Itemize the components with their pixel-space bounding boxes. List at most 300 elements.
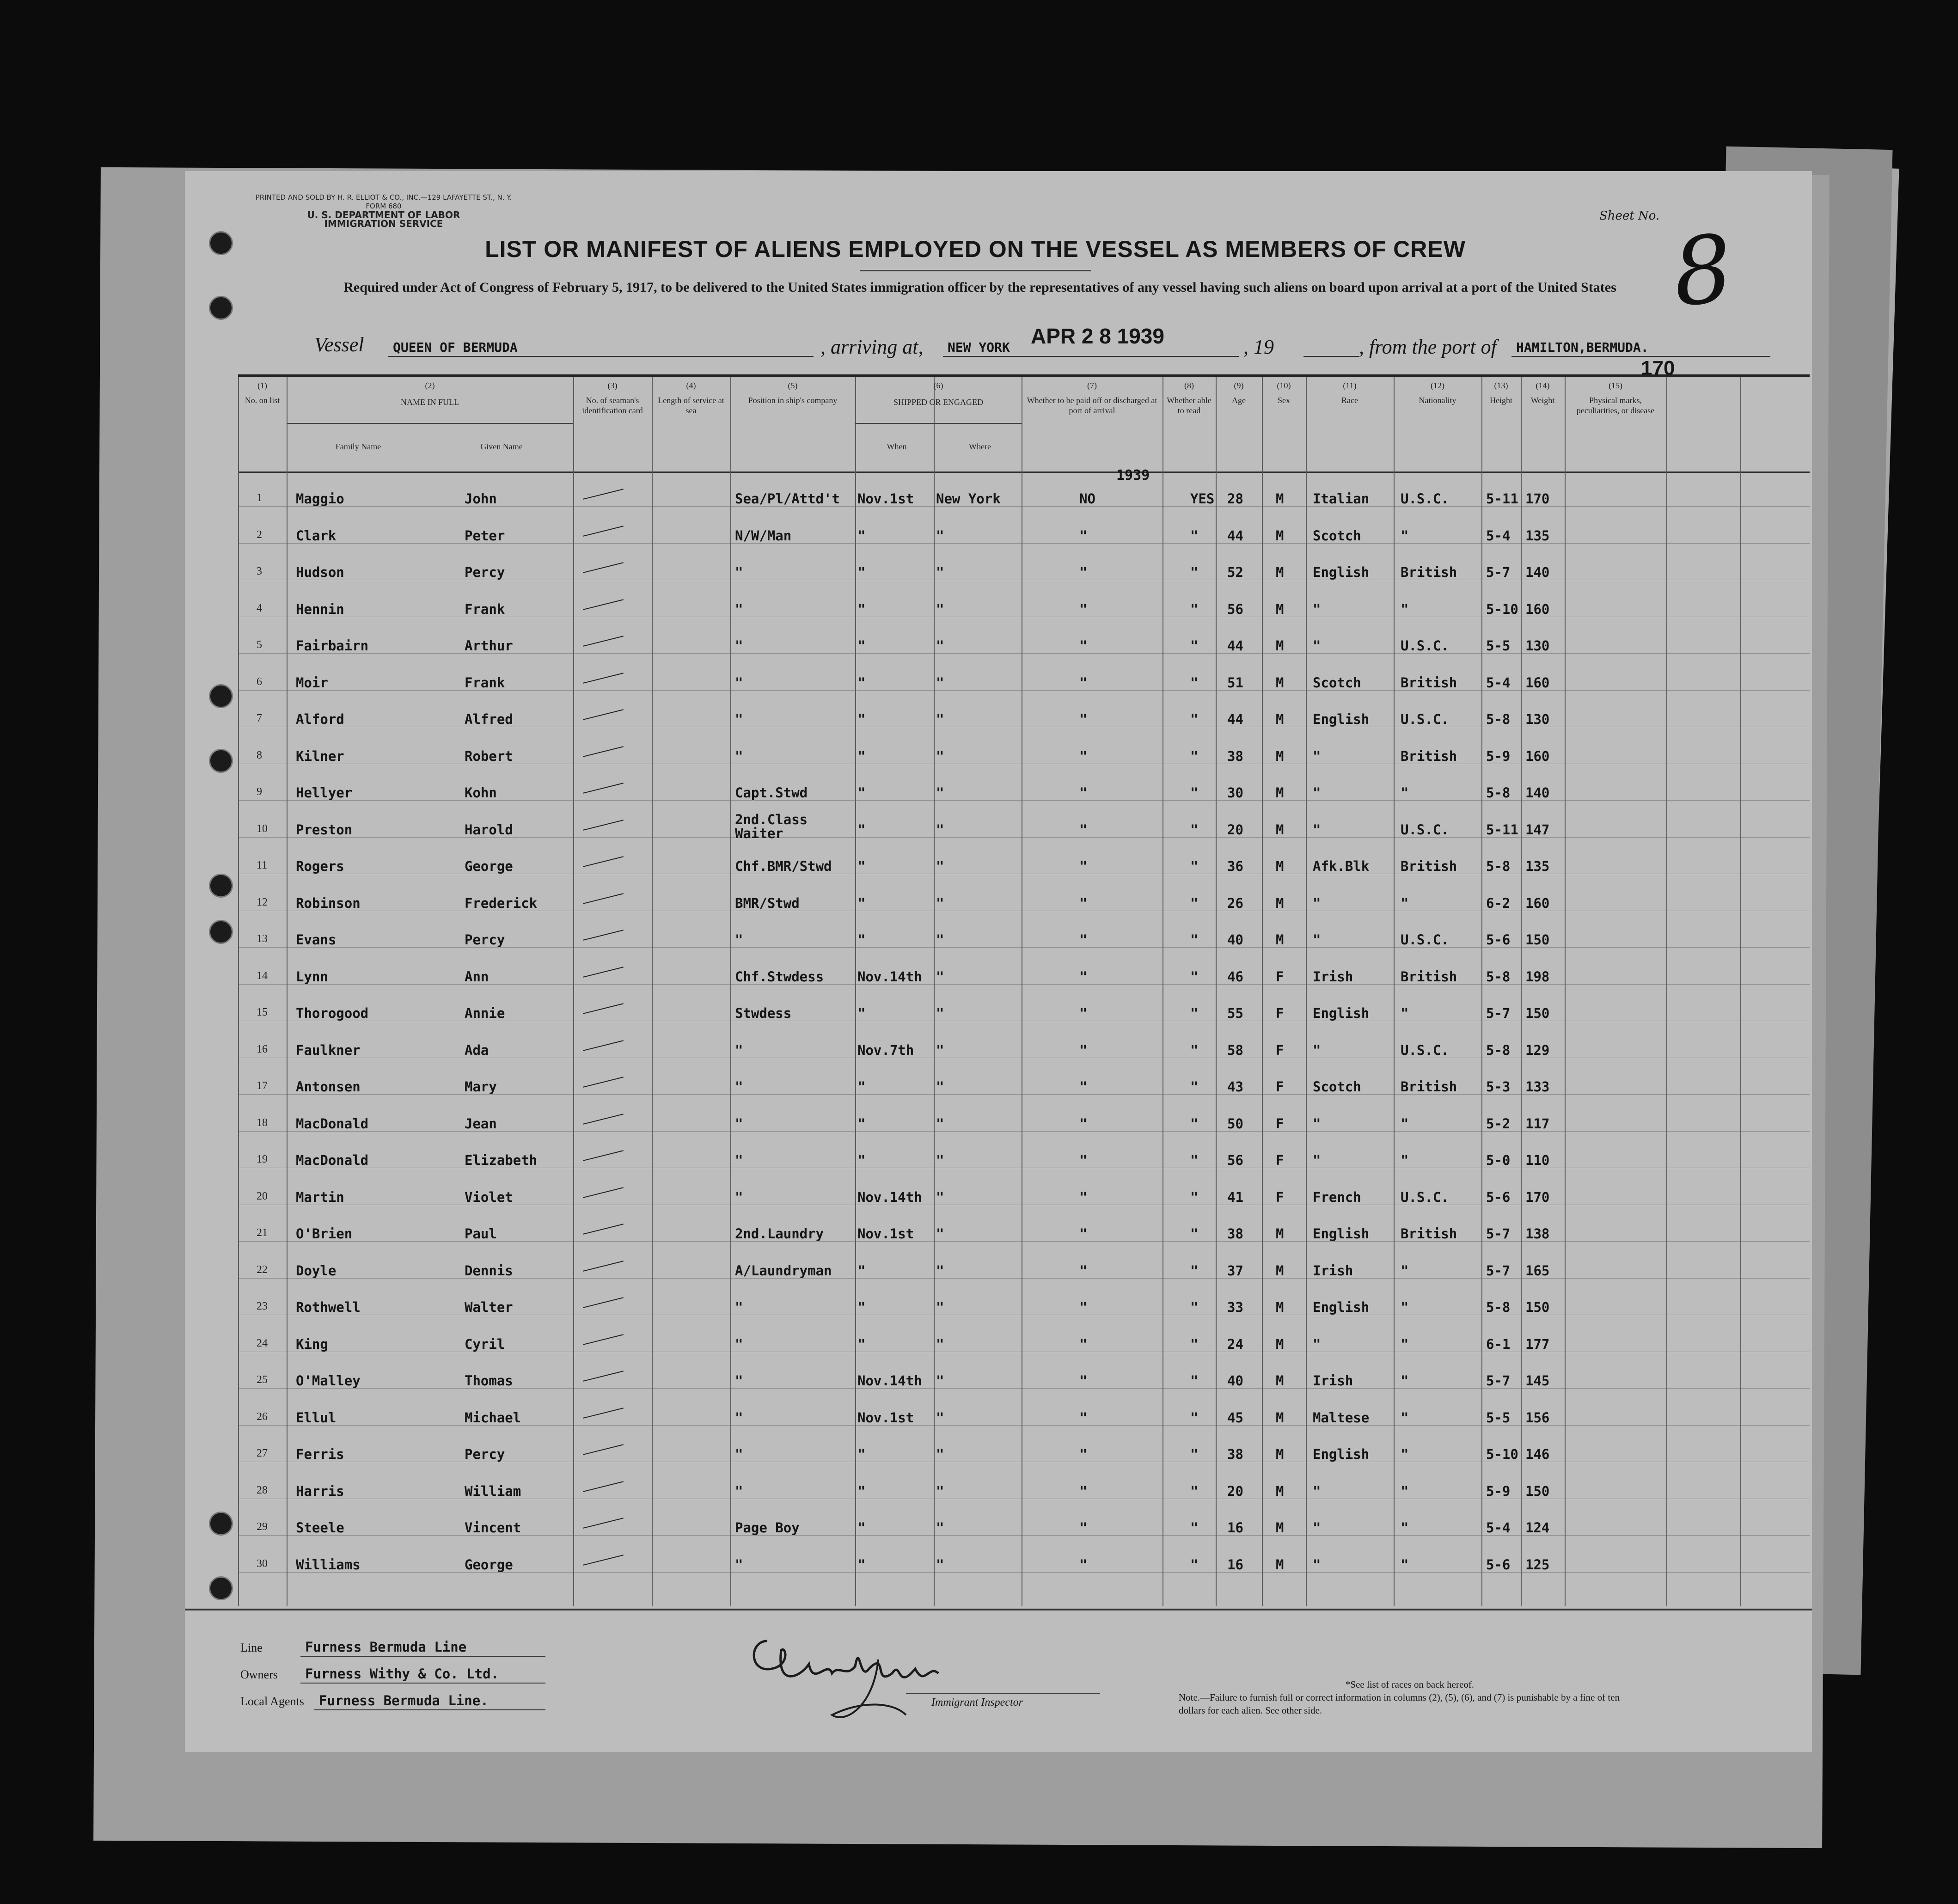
cell-family: Faulkner bbox=[296, 1042, 361, 1058]
cell-race: Afk.Blk bbox=[1313, 858, 1370, 874]
cell-sex: M bbox=[1276, 527, 1284, 544]
arriving-port: NEW YORK bbox=[948, 340, 1010, 355]
vessel-name: QUEEN OF BERMUDA bbox=[393, 340, 518, 355]
row-number: 10 bbox=[257, 822, 268, 835]
cell-weight: 140 bbox=[1525, 564, 1550, 580]
column-number: (3) bbox=[607, 381, 618, 390]
cell-given: Violet bbox=[465, 1189, 513, 1205]
cell-family: Thorogood bbox=[296, 1005, 369, 1021]
cell-read: " bbox=[1190, 1079, 1199, 1095]
inspector-label: Immigrant Inspector bbox=[931, 1696, 1023, 1708]
crew-row bbox=[238, 1106, 1810, 1143]
cell-sex: M bbox=[1276, 1556, 1284, 1573]
cell-paid: " bbox=[1079, 1483, 1088, 1499]
cell-where: " bbox=[936, 1189, 944, 1205]
cell-family: Rothwell bbox=[296, 1299, 361, 1315]
cell-family: Doyle bbox=[296, 1262, 337, 1279]
cell-weight: 124 bbox=[1525, 1520, 1550, 1536]
cell-age: 38 bbox=[1227, 748, 1243, 764]
cell-height: 5-10 bbox=[1486, 1446, 1518, 1462]
cell-height: 5-10 bbox=[1486, 601, 1518, 617]
cell-nat: " bbox=[1401, 1005, 1409, 1021]
cell-when: " bbox=[857, 858, 866, 874]
form-title: LIST OR MANIFEST OF ALIENS EMPLOYED ON THE VESSEL AS MEMBERS OF CREW bbox=[485, 236, 1466, 262]
cell-weight: 130 bbox=[1525, 638, 1550, 654]
cell-paid: " bbox=[1079, 564, 1088, 580]
cell-paid: " bbox=[1079, 821, 1088, 838]
column-number: (6) bbox=[933, 381, 943, 390]
cell-nat: British bbox=[1401, 1079, 1457, 1095]
crew-row bbox=[238, 959, 1810, 996]
cell-given: Paul bbox=[465, 1226, 497, 1242]
cell-race: " bbox=[1313, 1483, 1321, 1499]
cell-family: Ellul bbox=[296, 1409, 337, 1426]
cell-paid: " bbox=[1079, 1556, 1088, 1573]
cell-race: Scotch bbox=[1313, 674, 1361, 691]
cell-age: 37 bbox=[1227, 1262, 1243, 1279]
cell-position: 2nd.Laundry bbox=[735, 1226, 824, 1242]
cell-sex: M bbox=[1276, 932, 1284, 948]
fine-note: Note.—Failure to furnish full or correct information in columns (2), (5), (6), and (7) is punishable by a fine of ten dollars for each alien. See other side. bbox=[1179, 1692, 1620, 1716]
cell-read: " bbox=[1190, 1262, 1199, 1279]
cell-given: Percy bbox=[465, 1446, 505, 1462]
cell-age: 46 bbox=[1227, 968, 1243, 985]
cell-weight: 170 bbox=[1525, 491, 1550, 507]
cell-age: 50 bbox=[1227, 1115, 1243, 1132]
cell-race: " bbox=[1313, 748, 1321, 764]
cell-weight: 160 bbox=[1525, 674, 1550, 691]
cell-where: " bbox=[936, 1005, 944, 1021]
cell-height: 5-8 bbox=[1486, 711, 1511, 727]
cell-given: Harold bbox=[465, 821, 513, 838]
cell-weight: 125 bbox=[1525, 1556, 1550, 1573]
cell-weight: 130 bbox=[1525, 711, 1550, 727]
crew-row bbox=[238, 1326, 1810, 1363]
underline bbox=[300, 1656, 545, 1657]
cell-when: " bbox=[857, 1299, 866, 1315]
cell-when: " bbox=[857, 527, 866, 544]
cell-family: Moir bbox=[296, 674, 328, 691]
cell-weight: 110 bbox=[1525, 1152, 1550, 1168]
cell-height: 6-1 bbox=[1486, 1336, 1511, 1352]
total-crew: 170 bbox=[1641, 357, 1675, 380]
cell-position: " bbox=[735, 1042, 743, 1058]
row-number: 4 bbox=[257, 602, 262, 614]
cell-height: 5-7 bbox=[1486, 1005, 1511, 1021]
cell-family: Williams bbox=[296, 1556, 361, 1573]
cell-height: 5-5 bbox=[1486, 638, 1511, 654]
cell-family: MacDonald bbox=[296, 1152, 369, 1168]
cell-weight: 145 bbox=[1525, 1373, 1550, 1389]
cell-nat: " bbox=[1401, 785, 1409, 801]
header-rule bbox=[238, 471, 1810, 473]
cell-height: 5-8 bbox=[1486, 1042, 1511, 1058]
cell-where: " bbox=[936, 1226, 944, 1242]
cell-when: " bbox=[857, 674, 866, 691]
from-label: , from the port of bbox=[1359, 336, 1497, 358]
row-number: 22 bbox=[257, 1263, 268, 1276]
cell-position: " bbox=[735, 1189, 743, 1205]
cell-family: Antonsen bbox=[296, 1079, 361, 1095]
cell-given: Cyril bbox=[465, 1336, 505, 1352]
check-mark bbox=[583, 967, 624, 978]
cell-nat: " bbox=[1401, 1299, 1409, 1315]
cell-weight: 117 bbox=[1525, 1115, 1550, 1132]
cell-family: Ferris bbox=[296, 1446, 344, 1462]
cell-race: English bbox=[1313, 1005, 1370, 1021]
cell-when: Nov.1st bbox=[857, 1409, 914, 1426]
row-number: 3 bbox=[257, 565, 262, 577]
cell-nat: British bbox=[1401, 564, 1457, 580]
crew-row bbox=[238, 1216, 1810, 1253]
crew-row bbox=[238, 1510, 1810, 1547]
cell-where: " bbox=[936, 1556, 944, 1573]
cell-age: 30 bbox=[1227, 785, 1243, 801]
cell-read: YES bbox=[1190, 491, 1215, 507]
cell-when: " bbox=[857, 785, 866, 801]
cell-when: " bbox=[857, 1336, 866, 1352]
cell-sex: M bbox=[1276, 1226, 1284, 1242]
subheader-rule bbox=[287, 423, 573, 424]
cell-read: " bbox=[1190, 564, 1199, 580]
cell-when: " bbox=[857, 711, 866, 727]
column-number: (5) bbox=[788, 381, 798, 390]
cell-paid: " bbox=[1079, 1005, 1088, 1021]
cell-sex: M bbox=[1276, 491, 1284, 507]
cell-read: " bbox=[1190, 1115, 1199, 1132]
crew-row bbox=[238, 665, 1810, 702]
cell-sex: M bbox=[1276, 1262, 1284, 1279]
binder-hole bbox=[209, 749, 233, 773]
cell-given: Percy bbox=[465, 564, 505, 580]
check-mark bbox=[583, 1408, 624, 1419]
crew-row bbox=[238, 812, 1810, 849]
cell-where: " bbox=[936, 1483, 944, 1499]
crew-row bbox=[238, 1436, 1810, 1473]
cell-position: " bbox=[735, 1446, 743, 1462]
cell-where: " bbox=[936, 1373, 944, 1389]
cell-race: English bbox=[1313, 1226, 1370, 1242]
cell-height: 5-8 bbox=[1486, 1299, 1511, 1315]
crew-row bbox=[238, 701, 1810, 738]
cell-where: " bbox=[936, 1299, 944, 1315]
row-number: 5 bbox=[257, 639, 262, 651]
cell-where: " bbox=[936, 1336, 944, 1352]
cell-given: Arthur bbox=[465, 638, 513, 654]
inspector-signature bbox=[740, 1622, 980, 1729]
cell-read: " bbox=[1190, 1299, 1199, 1315]
cell-sex: F bbox=[1276, 1005, 1284, 1021]
cell-sex: M bbox=[1276, 858, 1284, 874]
cell-where: " bbox=[936, 748, 944, 764]
check-mark bbox=[583, 1297, 624, 1308]
column-number: (2) bbox=[425, 381, 435, 390]
cell-height: 5-7 bbox=[1486, 1226, 1511, 1242]
crew-row bbox=[238, 1547, 1810, 1584]
check-mark bbox=[583, 1040, 624, 1051]
cell-given: George bbox=[465, 858, 513, 874]
cell-height: 5-7 bbox=[1486, 564, 1511, 580]
cell-height: 5-7 bbox=[1486, 1262, 1511, 1279]
cell-position: Capt.Stwd bbox=[735, 785, 808, 801]
cell-family: Martin bbox=[296, 1189, 344, 1205]
owners-value: Furness Withy & Co. Ltd. bbox=[305, 1666, 499, 1682]
subheader-rule bbox=[855, 423, 1022, 424]
cell-height: 5-2 bbox=[1486, 1115, 1511, 1132]
cell-weight: 150 bbox=[1525, 1483, 1550, 1499]
cell-read: " bbox=[1190, 858, 1199, 874]
cell-sex: M bbox=[1276, 748, 1284, 764]
cell-age: 40 bbox=[1227, 932, 1243, 948]
cell-position: " bbox=[735, 1483, 743, 1499]
cell-family: Hudson bbox=[296, 564, 344, 580]
cell-position: Sea/Pl/Attd't bbox=[735, 491, 840, 507]
cell-read: " bbox=[1190, 1152, 1199, 1168]
check-mark bbox=[583, 1150, 624, 1161]
cell-height: 5-6 bbox=[1486, 1189, 1511, 1205]
column-subheader: Where bbox=[969, 442, 991, 451]
cell-race: " bbox=[1313, 1556, 1321, 1573]
column-number: (12) bbox=[1431, 381, 1444, 390]
underline bbox=[1303, 356, 1359, 357]
cell-where: " bbox=[936, 932, 944, 948]
row-number: 23 bbox=[257, 1300, 268, 1312]
manifest-form bbox=[185, 171, 1812, 1752]
cell-weight: 140 bbox=[1525, 785, 1550, 801]
column-number: (8) bbox=[1184, 381, 1194, 390]
cell-position: " bbox=[735, 674, 743, 691]
cell-given: Vincent bbox=[465, 1520, 521, 1536]
cell-when: " bbox=[857, 1079, 866, 1095]
cell-sex: F bbox=[1276, 1042, 1284, 1058]
cell-height: 5-3 bbox=[1486, 1079, 1511, 1095]
cell-read: " bbox=[1190, 1373, 1199, 1389]
cell-paid: " bbox=[1079, 1520, 1088, 1536]
cell-family: O'Malley bbox=[296, 1373, 361, 1389]
crew-row bbox=[238, 922, 1810, 959]
cell-where: " bbox=[936, 601, 944, 617]
cell-read: " bbox=[1190, 638, 1199, 654]
cell-where: " bbox=[936, 711, 944, 727]
cell-height: 5-9 bbox=[1486, 1483, 1511, 1499]
cell-where: " bbox=[936, 1079, 944, 1095]
cell-nat: " bbox=[1401, 1373, 1409, 1389]
binder-hole bbox=[209, 874, 233, 898]
cell-sex: M bbox=[1276, 1299, 1284, 1315]
check-mark bbox=[583, 1003, 624, 1014]
row-number: 25 bbox=[257, 1374, 268, 1386]
crew-row bbox=[238, 1032, 1810, 1069]
binder-hole bbox=[209, 231, 233, 255]
cell-read: " bbox=[1190, 527, 1199, 544]
cell-position: " bbox=[735, 1115, 743, 1132]
cell-paid: " bbox=[1079, 785, 1088, 801]
cell-paid: " bbox=[1079, 1336, 1088, 1352]
cell-family: Rogers bbox=[296, 858, 344, 874]
cell-age: 56 bbox=[1227, 1152, 1243, 1168]
cell-age: 36 bbox=[1227, 858, 1243, 874]
cell-position: " bbox=[735, 711, 743, 727]
cell-read: " bbox=[1190, 821, 1199, 838]
cell-nat: " bbox=[1401, 527, 1409, 544]
cell-weight: 160 bbox=[1525, 601, 1550, 617]
row-number: 13 bbox=[257, 933, 268, 945]
cell-race: French bbox=[1313, 1189, 1361, 1205]
cell-paid: " bbox=[1079, 1042, 1088, 1058]
column-header: Position in ship's company bbox=[748, 396, 838, 405]
cell-read: " bbox=[1190, 1336, 1199, 1352]
cell-height: 5-8 bbox=[1486, 858, 1511, 874]
cell-paid: " bbox=[1079, 748, 1088, 764]
cell-position: " bbox=[735, 1556, 743, 1573]
cell-race: " bbox=[1313, 1336, 1321, 1352]
cell-position: " bbox=[735, 601, 743, 617]
cell-when: Nov.14th bbox=[857, 1189, 922, 1205]
cell-weight: 135 bbox=[1525, 527, 1550, 544]
cell-race: " bbox=[1313, 1152, 1321, 1168]
column-subheader: Given Name bbox=[480, 442, 523, 451]
cell-when: " bbox=[857, 748, 866, 764]
cell-sex: M bbox=[1276, 711, 1284, 727]
cell-where: " bbox=[936, 968, 944, 985]
cell-sex: F bbox=[1276, 1152, 1284, 1168]
cell-family: Hennin bbox=[296, 601, 344, 617]
form-number: FORM 680 bbox=[366, 202, 402, 210]
cell-paid: " bbox=[1079, 1115, 1088, 1132]
cell-given: Ada bbox=[465, 1042, 489, 1058]
cell-age: 38 bbox=[1227, 1446, 1243, 1462]
cell-race: Irish bbox=[1313, 1262, 1353, 1279]
cell-weight: 170 bbox=[1525, 1189, 1550, 1205]
cell-paid: " bbox=[1079, 858, 1088, 874]
row-number: 1 bbox=[257, 492, 262, 504]
cell-nat: " bbox=[1401, 601, 1409, 617]
department: U. S. DEPARTMENT OF LABOR bbox=[307, 209, 460, 220]
cell-sex: M bbox=[1276, 601, 1284, 617]
cell-position: Stwdess bbox=[735, 1005, 792, 1021]
row-number: 14 bbox=[257, 969, 268, 982]
cell-where: " bbox=[936, 527, 944, 544]
cell-when: " bbox=[857, 638, 866, 654]
cell-age: 44 bbox=[1227, 527, 1243, 544]
arriving-label: , arriving at, bbox=[820, 336, 924, 358]
cell-weight: 160 bbox=[1525, 748, 1550, 764]
from-port: HAMILTON,BERMUDA. bbox=[1516, 340, 1649, 355]
cell-race: Irish bbox=[1313, 1373, 1353, 1389]
cell-nat: " bbox=[1401, 1409, 1409, 1426]
cell-family: Fairbairn bbox=[296, 638, 369, 654]
cell-sex: F bbox=[1276, 1115, 1284, 1132]
crew-row bbox=[238, 1400, 1810, 1437]
cell-when: " bbox=[857, 932, 866, 948]
column-subheader: Family Name bbox=[335, 442, 381, 451]
cell-nat: British bbox=[1401, 858, 1457, 874]
row-number: 6 bbox=[257, 675, 262, 688]
cell-read: " bbox=[1190, 1556, 1199, 1573]
column-header: Whether able to read bbox=[1167, 396, 1212, 415]
cell-age: 45 bbox=[1227, 1409, 1243, 1426]
cell-nat: " bbox=[1401, 1152, 1409, 1168]
cell-nat: " bbox=[1401, 1556, 1409, 1573]
column-header: Nationality bbox=[1419, 396, 1456, 405]
column-number: (13) bbox=[1494, 381, 1508, 390]
cell-when: Nov.14th bbox=[857, 1373, 922, 1389]
cell-given: Kohn bbox=[465, 785, 497, 801]
cell-race: English bbox=[1313, 1299, 1370, 1315]
column-number: (9) bbox=[1234, 381, 1244, 390]
cell-age: 56 bbox=[1227, 601, 1243, 617]
cell-sex: F bbox=[1276, 1189, 1284, 1205]
cell-family: Maggio bbox=[296, 491, 344, 507]
cell-age: 28 bbox=[1227, 491, 1243, 507]
cell-nat: British bbox=[1401, 1226, 1457, 1242]
cell-weight: 147 bbox=[1525, 821, 1550, 838]
crew-row bbox=[238, 481, 1810, 518]
cell-sex: M bbox=[1276, 895, 1284, 911]
crew-row bbox=[238, 775, 1810, 812]
column-subheader: When bbox=[887, 442, 907, 451]
cell-paid: " bbox=[1079, 895, 1088, 911]
cell-age: 52 bbox=[1227, 564, 1243, 580]
cell-sex: M bbox=[1276, 564, 1284, 580]
column-header: No. of seaman's identification card bbox=[582, 396, 643, 415]
column-number: (4) bbox=[686, 381, 696, 390]
cell-given: Frank bbox=[465, 674, 505, 691]
cell-where: " bbox=[936, 1520, 944, 1536]
cell-race: " bbox=[1313, 601, 1321, 617]
cell-where: " bbox=[936, 1409, 944, 1426]
cell-given: Thomas bbox=[465, 1373, 513, 1389]
check-mark bbox=[583, 1187, 624, 1198]
cell-where: " bbox=[936, 858, 944, 874]
cell-height: 5-11 bbox=[1486, 491, 1518, 507]
cell-where: " bbox=[936, 1115, 944, 1132]
row-number: 28 bbox=[257, 1484, 268, 1496]
cell-sex: F bbox=[1276, 968, 1284, 985]
cell-nat: British bbox=[1401, 968, 1457, 985]
binder-hole bbox=[209, 920, 233, 944]
date-stamp: APR 2 8 1939 bbox=[1031, 324, 1164, 348]
cell-when: " bbox=[857, 1005, 866, 1021]
races-note: *See list of races on back hereof. bbox=[1345, 1679, 1475, 1690]
cell-family: Lynn bbox=[296, 968, 328, 985]
cell-when: " bbox=[857, 601, 866, 617]
cell-given: William bbox=[465, 1483, 521, 1499]
cell-given: Alfred bbox=[465, 711, 513, 727]
cell-read: " bbox=[1190, 748, 1199, 764]
cell-when: " bbox=[857, 1152, 866, 1168]
cell-where: " bbox=[936, 895, 944, 911]
crew-row bbox=[238, 628, 1810, 665]
cell-weight: 198 bbox=[1525, 968, 1550, 985]
cell-given: Walter bbox=[465, 1299, 513, 1315]
crew-row bbox=[238, 1253, 1810, 1290]
cell-read: " bbox=[1190, 932, 1199, 948]
check-mark bbox=[583, 1077, 624, 1088]
check-mark bbox=[583, 930, 624, 941]
row-number: 30 bbox=[257, 1557, 268, 1570]
cell-paid: " bbox=[1079, 932, 1088, 948]
cell-age: 26 bbox=[1227, 895, 1243, 911]
cell-read: " bbox=[1190, 601, 1199, 617]
cell-position: Chf.Stwdess bbox=[735, 968, 824, 985]
cell-given: Percy bbox=[465, 932, 505, 948]
cell-height: 5-6 bbox=[1486, 932, 1511, 948]
cell-paid: " bbox=[1079, 601, 1088, 617]
check-mark bbox=[583, 709, 624, 720]
cell-position: " bbox=[735, 1373, 743, 1389]
cell-paid: " bbox=[1079, 638, 1088, 654]
